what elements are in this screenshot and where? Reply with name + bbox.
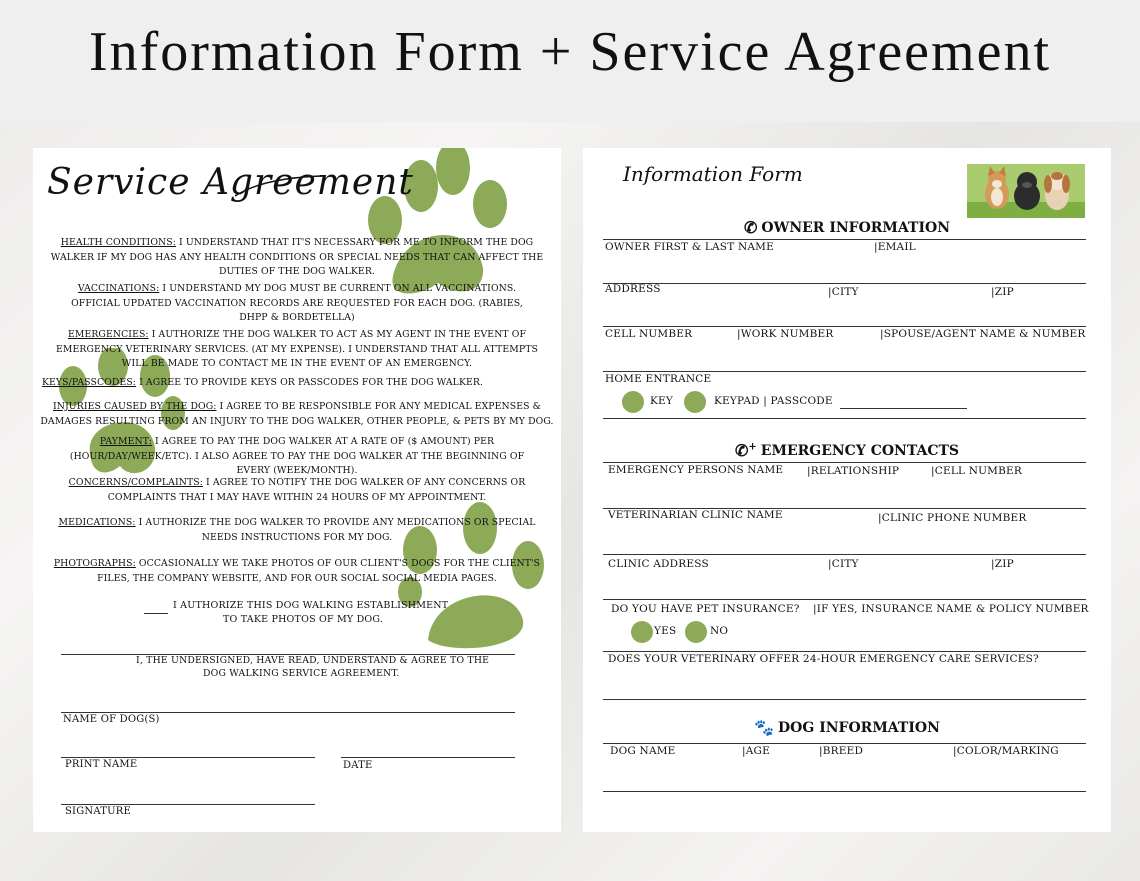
- key-radio[interactable]: [622, 391, 644, 413]
- signature-label: SIGNATURE: [65, 806, 131, 817]
- owner-name-label: OWNER FIRST & LAST NAME: [605, 241, 774, 253]
- clause-payment: PAYMENT: I AGREE TO PAY THE DOG WALKER AT A RATE OF ($ AMOUNT) PER (HOUR/DAY/WEEK/ETC). I ALSO AGREE TO PAY THE DOG WALKER AT THE BEGINNING OF EVERY (WEEK/MONTH).: [69, 436, 525, 476]
- signature-line[interactable]: [61, 804, 315, 805]
- vet-clinic-label: VETERINARIAN CLINIC NAME: [608, 509, 783, 521]
- owner-email-label: |EMAIL: [874, 241, 916, 253]
- dog-top-rule: [603, 743, 1086, 744]
- dog-section-heading: 🐾 DOG INFORMATION: [754, 718, 940, 737]
- photo-consent-line-2: TO TAKE PHOTOS OF MY DOG.: [223, 614, 384, 625]
- owner-top-rule: [603, 239, 1086, 240]
- dog-names-line[interactable]: [61, 712, 515, 713]
- emergency-persons-label: EMERGENCY PERSONS NAME: [608, 464, 784, 476]
- home-entrance-bottom-rule: [603, 418, 1086, 419]
- dog-info-line[interactable]: [603, 791, 1086, 792]
- clause-keys: KEYS/PASSCODES: I AGREE TO PROVIDE KEYS OR PASSCODES FOR THE DOG WALKER.: [42, 377, 484, 388]
- print-name-label: PRINT NAME: [65, 759, 138, 770]
- dog-age-label: |AGE: [742, 745, 770, 757]
- owner-name-line[interactable]: [603, 283, 1086, 284]
- emergency-top-rule: [603, 462, 1086, 463]
- phone-icon: ✆: [744, 218, 758, 237]
- emergency-cell-label: |CELL NUMBER: [931, 465, 1022, 477]
- information-form-page: [583, 148, 1111, 832]
- clause-emergencies: EMERGENCIES: I AUTHORIZE THE DOG WALKER TO ACT AS MY AGENT IN THE EVENT OF EMERGENCY VETERINARY SERVICES. (AT MY EXPENSE). I UNDERSTAND THAT ALL ATTEMPTS WILL BE MADE TO CONTACT ME IN THE EVENT OF AN EMERGENCY.: [56, 329, 538, 369]
- insurance-bottom-rule: [603, 651, 1086, 652]
- dog-breed-label: |BREED: [819, 745, 864, 757]
- owner-section-heading: ✆ OWNER INFORMATION: [744, 218, 950, 237]
- insurance-no-radio[interactable]: [685, 621, 707, 643]
- cell-label: CELL NUMBER: [605, 328, 693, 340]
- clause-health: HEALTH CONDITIONS: I UNDERSTAND THAT IT'S NECESSARY FOR ME TO INFORM THE DOG WALKER IF MY DOG HAS ANY HEALTH CONDITIONS OR SPECIAL NEEDS THAT CAN AFFECT THE DUTIES OF THE DOG WALKER.: [50, 237, 544, 277]
- keypad-label: KEYPAD | PASSCODE: [714, 395, 833, 407]
- clinic-phone-label: |CLINIC PHONE NUMBER: [878, 512, 1027, 524]
- emergency-section-heading: ✆+ EMERGENCY CONTACTS: [734, 441, 960, 460]
- ack-text-1: I, THE UNDERSIGNED, HAVE READ, UNDERSTAND & AGREE TO THE: [136, 655, 490, 666]
- banner-header: [0, 0, 1140, 122]
- insurance-question: DO YOU HAVE PET INSURANCE?: [611, 603, 800, 615]
- passcode-line[interactable]: [840, 408, 967, 409]
- clinic-address-line[interactable]: [603, 599, 1086, 600]
- home-entrance-label: HOME ENTRANCE: [605, 373, 712, 385]
- dog-color-label: |COLOR/MARKING: [953, 745, 1059, 757]
- insurance-name-label: |IF YES, INSURANCE NAME & POLICY NUMBER: [813, 603, 1089, 615]
- title-underline-flourish: [233, 170, 323, 200]
- print-name-line[interactable]: [61, 757, 315, 758]
- service-agreement-page: [33, 148, 561, 832]
- clause-photographs: PHOTOGRAPHS: OCCASIONALLY WE TAKE PHOTOS OF OUR CLIENT'S DOGS FOR THE CLIENT'S FILES, THE COMPANY WEBSITE, AND FOR OUR SOCIAL SOCIAL MEDIA PAGES.: [53, 558, 541, 584]
- info-title: Information Form: [623, 162, 803, 186]
- clause-injuries: INJURIES CAUSED BY THE DOG: I AGREE TO BE RESPONSIBLE FOR ANY MEDICAL EXPENSES & DAMAGES RESULTING FROM AN INJURY TO THE DOG WALKER, OTHER PEOPLE, & PETS BY MY DOG.: [40, 401, 554, 427]
- spouse-label: |SPOUSE/AGENT NAME & NUMBER: [880, 328, 1086, 340]
- vet-clinic-line[interactable]: [603, 554, 1086, 555]
- date-line[interactable]: [341, 757, 515, 758]
- keypad-radio[interactable]: [684, 391, 706, 413]
- clause-concerns: CONCERNS/COMPLAINTS: I AGREE TO NOTIFY THE DOG WALKER OF ANY CONCERNS OR COMPLAINTS THAT I MAY HAVE WITHIN 24 HOURS OF MY APPOINTMENT.: [68, 477, 526, 503]
- er-care-line[interactable]: [603, 699, 1086, 700]
- clinic-city-label: |CITY: [828, 558, 859, 570]
- er-care-question: DOES YOUR VETERINARY OFFER 24-HOUR EMERGENCY CARE SERVICES?: [608, 653, 1039, 665]
- insurance-yes-radio[interactable]: [631, 621, 653, 643]
- clause-vaccinations: VACCINATIONS: I UNDERSTAND MY DOG MUST BE CURRENT ON ALL VACCINATIONS. OFFICIAL UPDATED VACCINATION RECORDS ARE REQUESTED FOR EACH DOG. (RABIES, DHPP & BORDETELLA): [71, 283, 523, 323]
- address-label: ADDRESS: [605, 283, 661, 295]
- insurance-no-label: NO: [710, 625, 729, 637]
- phone-plus-icon: ✆+: [734, 441, 757, 460]
- work-label: |WORK NUMBER: [737, 328, 834, 340]
- ack-text-2: DOG WALKING SERVICE AGREEMENT.: [203, 668, 400, 679]
- relationship-label: |RELATIONSHIP: [807, 465, 900, 477]
- photo-consent-line-1: I AUTHORIZE THIS DOG WALKING ESTABLISHMENT: [173, 600, 449, 611]
- insurance-yes-label: YES: [654, 625, 677, 637]
- banner-title: Information Form + Service Agreement: [88, 21, 1051, 83]
- clause-medications: MEDICATIONS: I AUTHORIZE THE DOG WALKER TO PROVIDE ANY MEDICATIONS OR SPECIAL NEEDS INSTRUCTIONS FOR MY DOG.: [58, 517, 536, 543]
- address-city-label: |CITY: [828, 286, 859, 298]
- key-label: KEY: [650, 395, 674, 407]
- dog-names-label: NAME OF DOG(S): [63, 714, 160, 725]
- paw-icon: 🐾: [754, 718, 775, 737]
- phone-line[interactable]: [603, 371, 1086, 372]
- clinic-address-label: CLINIC ADDRESS: [608, 558, 709, 570]
- address-line[interactable]: [603, 326, 1086, 327]
- dog-name-label: DOG NAME: [610, 745, 676, 757]
- dogs-illustration: [967, 164, 1085, 218]
- photo-consent-blank[interactable]: [144, 613, 168, 614]
- address-zip-label: |ZIP: [991, 286, 1014, 298]
- date-label: DATE: [343, 760, 373, 771]
- clinic-zip-label: |ZIP: [991, 558, 1014, 570]
- agreement-title: Service Agreement: [47, 162, 414, 203]
